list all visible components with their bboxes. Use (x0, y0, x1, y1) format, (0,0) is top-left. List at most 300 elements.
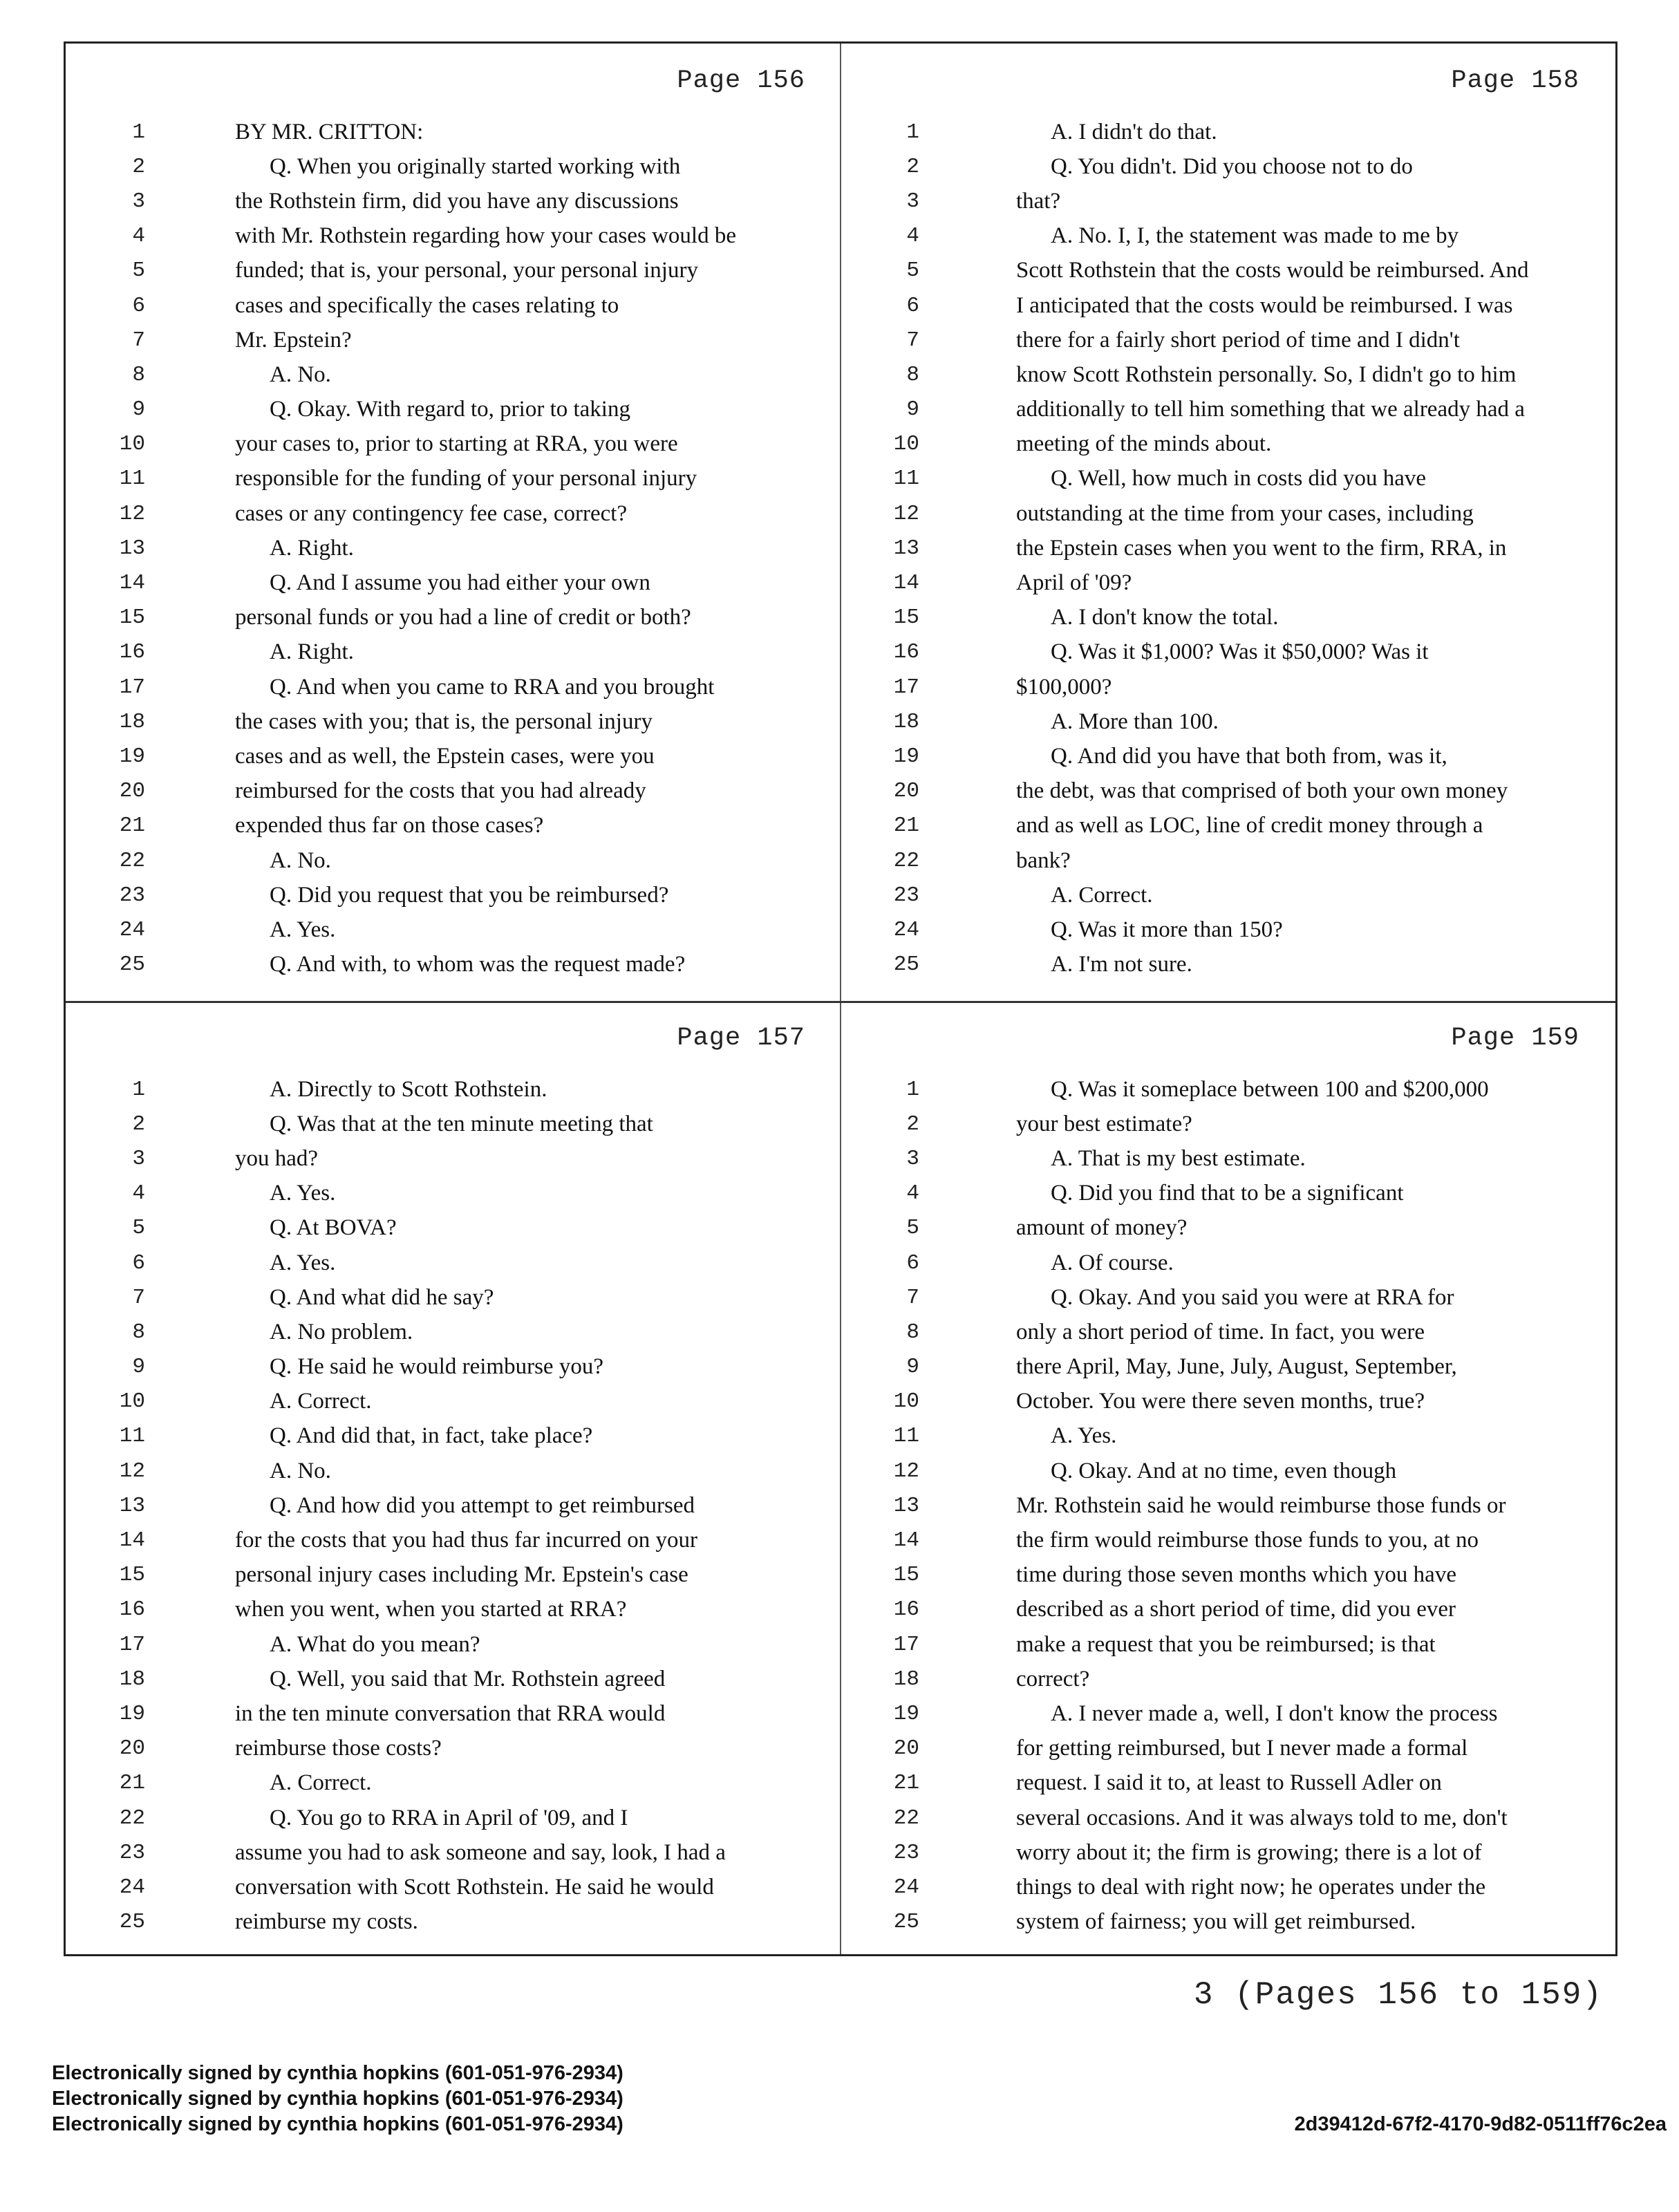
line-number: 21 (119, 1771, 145, 1796)
line-number: 11 (893, 467, 919, 491)
transcript-line (854, 219, 1600, 254)
transcript-line (79, 531, 826, 565)
line-number: 2 (906, 154, 919, 179)
line-text: the cases with you; that is, the personal injury (235, 709, 653, 734)
line-number: 24 (893, 917, 919, 942)
transcript-line (79, 1246, 826, 1280)
line-text: Q. Well, how much in costs did you have (1051, 466, 1427, 491)
line-text: when you went, when you started at RRA? (235, 1597, 627, 1622)
transcript-line (854, 948, 1600, 982)
transcript-line (79, 462, 826, 496)
transcript-line (854, 531, 1600, 565)
transcript-line (79, 393, 826, 427)
line-number: 10 (893, 1389, 919, 1414)
line-number: 7 (132, 1285, 145, 1310)
line-number: 6 (132, 293, 145, 318)
line-text: A. No. (270, 847, 331, 873)
transcript-line (854, 1732, 1600, 1766)
line-text: responsible for the funding of your personal injury (235, 466, 697, 491)
line-number: 14 (893, 571, 919, 596)
transcript-line (79, 1905, 826, 1940)
line-number: 3 (132, 189, 145, 214)
line-text: described as a short period of time, did you ever (1016, 1597, 1456, 1622)
line-text: your best estimate? (1016, 1111, 1192, 1136)
line-text: A. No. (270, 362, 331, 387)
line-number: 12 (893, 501, 919, 526)
line-number: 24 (119, 917, 145, 942)
line-text: A. No. (270, 1458, 331, 1483)
transcript-line (79, 357, 826, 392)
row-divider (66, 1001, 1615, 1003)
line-number: 16 (119, 640, 145, 665)
line-number: 15 (893, 1563, 919, 1588)
line-number: 20 (119, 779, 145, 804)
transcript-line (79, 149, 826, 184)
line-number: 4 (906, 1181, 919, 1206)
transcript-line (854, 393, 1600, 427)
line-text: A. That is my best estimate. (1051, 1145, 1306, 1171)
transcript-line (79, 1211, 826, 1246)
transcript-frame (64, 41, 1617, 1956)
line-text: Scott Rothstein that the costs would be reimbursed. And (1016, 258, 1529, 283)
line-text: time during those seven months which you have (1016, 1562, 1456, 1588)
transcript-line (854, 1766, 1600, 1801)
line-number: 24 (119, 1875, 145, 1900)
transcript-line (854, 565, 1600, 600)
line-number: 14 (119, 1528, 145, 1553)
line-number: 14 (119, 571, 145, 596)
line-text: with Mr. Rothstein regarding how your cases would be (235, 223, 736, 249)
transcript-line (854, 878, 1600, 912)
line-text: Q. Was that at the ten minute meeting that (270, 1111, 653, 1136)
transcript-line (854, 1177, 1600, 1211)
transcript-line (79, 1766, 826, 1801)
line-number: 13 (893, 1493, 919, 1518)
line-number: 15 (119, 606, 145, 630)
line-number: 1 (906, 1077, 919, 1102)
line-text: Q. And when you came to RRA and you brought (270, 674, 715, 700)
line-number: 18 (893, 709, 919, 734)
line-number: 8 (906, 1320, 919, 1344)
line-text: reimburse those costs? (235, 1736, 442, 1761)
line-number: 3 (132, 1146, 145, 1171)
line-number: 21 (893, 1771, 919, 1796)
transcript-line (79, 601, 826, 635)
page-number-label: Page 158 (1451, 66, 1579, 95)
line-number: 22 (119, 1806, 145, 1830)
transcript-line (854, 1107, 1600, 1141)
line-number: 6 (906, 1250, 919, 1275)
line-number: 22 (893, 1806, 919, 1830)
line-text: Q. When you originally started working with (270, 153, 681, 179)
line-number: 20 (893, 1736, 919, 1761)
transcript-line (854, 912, 1600, 947)
transcript-line (854, 1072, 1600, 1107)
line-number: 13 (119, 536, 145, 561)
transcript-line (854, 1454, 1600, 1488)
line-number: 19 (893, 744, 919, 769)
transcript-line (79, 635, 826, 670)
transcript-line (854, 1696, 1600, 1731)
transcript-line (854, 1350, 1600, 1385)
transcript-line (79, 323, 826, 357)
line-number: 23 (119, 883, 145, 908)
line-text: make a request that you be reimbursed; is that (1016, 1631, 1436, 1657)
line-number: 22 (119, 848, 145, 873)
transcript-line (79, 774, 826, 809)
transcript-line (79, 1280, 826, 1315)
line-text: Q. And how did you attempt to get reimbursed (270, 1492, 695, 1518)
line-text: funded; that is, your personal, your personal injury (235, 258, 698, 283)
line-text: Q. Was it someplace between 100 and $200,000 (1051, 1076, 1489, 1102)
transcript-lines (854, 1072, 1600, 1940)
page-panel-158 (854, 54, 1600, 1001)
line-text: A. I don't know the total. (1051, 605, 1279, 630)
line-text: Q. You go to RRA in April of '09, and I (270, 1805, 628, 1830)
line-number: 2 (132, 1112, 145, 1136)
transcript-line (854, 288, 1600, 323)
page-number-label: Page 157 (677, 1024, 805, 1053)
line-number: 21 (893, 814, 919, 838)
transcript-line (854, 1246, 1600, 1280)
line-number: 10 (119, 432, 145, 457)
line-number: 25 (893, 953, 919, 977)
transcript-line (79, 1835, 826, 1870)
transcript-line (79, 1350, 826, 1385)
transcript-line (79, 704, 826, 739)
transcript-line (854, 1280, 1600, 1315)
line-number: 13 (119, 1493, 145, 1518)
line-text: the Rothstein firm, did you have any discussions (235, 188, 679, 214)
line-number: 5 (132, 259, 145, 283)
line-number: 17 (893, 675, 919, 700)
transcript-line (79, 565, 826, 600)
line-number: 7 (906, 328, 919, 353)
line-number: 12 (119, 1459, 145, 1483)
transcript-line (79, 427, 826, 462)
line-text: Q. Was it $1,000? Was it $50,000? Was it (1051, 639, 1429, 665)
line-text: A. Correct. (1051, 882, 1153, 908)
line-text: Q. Okay. And you said you were at RRA for (1051, 1284, 1454, 1310)
transcript-line (79, 115, 826, 149)
transcript-lines (854, 115, 1600, 982)
line-text: personal injury cases including Mr. Epstein's case (235, 1562, 688, 1588)
transcript-line (79, 219, 826, 254)
page-range-footer: 3 (Pages 156 to 159) (1193, 1977, 1603, 2013)
line-number: 3 (906, 189, 919, 214)
line-number: 11 (119, 1424, 145, 1449)
transcript-line (79, 1454, 826, 1488)
line-number: 6 (132, 1250, 145, 1275)
transcript-line (854, 809, 1600, 843)
line-number: 5 (906, 259, 919, 283)
line-text: Q. Did you request that you be reimbursed? (270, 882, 669, 908)
transcript-line (79, 1107, 826, 1141)
transcript-line (79, 843, 826, 878)
line-number: 23 (893, 1840, 919, 1865)
transcript-line (79, 1072, 826, 1107)
line-number: 11 (119, 467, 145, 491)
transcript-line (854, 1662, 1600, 1696)
document-hash: 2d39412d-67f2-4170-9d82-0511ff76c2ea (1294, 2113, 1667, 2135)
line-text: know Scott Rothstein personally. So, I didn't go to him (1016, 362, 1517, 387)
line-text: request. I said it to, at least to Russell Adler on (1016, 1770, 1442, 1796)
line-number: 4 (132, 1181, 145, 1206)
line-text: Q. And did that, in fact, take place? (270, 1423, 593, 1449)
line-number: 22 (893, 848, 919, 873)
line-text: there for a fairly short period of time and I didn't (1016, 327, 1460, 353)
line-text: things to deal with right now; he operates under the (1016, 1874, 1486, 1900)
line-number: 4 (132, 224, 145, 249)
line-text: Mr. Rothstein said he would reimburse those funds or (1016, 1492, 1506, 1518)
line-number: 13 (893, 536, 919, 561)
transcript-line (854, 774, 1600, 809)
page-number-label: Page 156 (677, 66, 805, 95)
transcript-line (854, 1315, 1600, 1349)
line-text: the firm would reimburse those funds to you, at no (1016, 1528, 1479, 1553)
line-number: 25 (119, 953, 145, 977)
line-text: reimburse my costs. (235, 1909, 418, 1935)
transcript-line (854, 1419, 1600, 1454)
transcript-line (854, 1801, 1600, 1835)
transcript-line (854, 184, 1600, 218)
transcript-line (854, 1870, 1600, 1904)
line-text: A. Yes. (270, 917, 336, 942)
line-number: 17 (893, 1632, 919, 1657)
line-text: you had? (235, 1145, 319, 1171)
line-number: 7 (132, 328, 145, 353)
line-number: 9 (132, 397, 145, 422)
line-text: Mr. Epstein? (235, 327, 352, 353)
line-number: 5 (906, 1216, 919, 1241)
line-number: 15 (119, 1563, 145, 1588)
transcript-line (79, 1801, 826, 1835)
line-text: A. Right. (270, 535, 354, 561)
line-number: 12 (893, 1459, 919, 1483)
transcript-line (79, 254, 826, 288)
transcript-line (79, 1177, 826, 1211)
line-number: 8 (906, 362, 919, 387)
transcript-line (79, 1315, 826, 1349)
transcript-line (79, 184, 826, 218)
line-text: A. Of course. (1051, 1250, 1174, 1275)
transcript-lines (79, 1072, 826, 1940)
line-number: 8 (132, 362, 145, 387)
line-number: 23 (893, 883, 919, 908)
transcript-line (854, 1488, 1600, 1523)
line-number: 16 (119, 1597, 145, 1622)
line-text: outstanding at the time from your cases, including (1016, 500, 1474, 526)
line-number: 20 (893, 779, 919, 804)
line-number: 25 (893, 1910, 919, 1935)
line-number: 6 (906, 293, 919, 318)
line-text: October. You were there seven months, true? (1016, 1389, 1425, 1414)
line-text: worry about it; the firm is growing; there is a lot of (1016, 1839, 1482, 1865)
line-text: Q. Well, you said that Mr. Rothstein agreed (270, 1666, 666, 1691)
line-number: 1 (906, 120, 919, 144)
line-number: 9 (132, 1355, 145, 1380)
transcript-line (854, 1558, 1600, 1593)
line-text: April of '09? (1016, 570, 1132, 596)
line-text: A. Yes. (1051, 1423, 1117, 1449)
line-text: A. Correct. (270, 1770, 372, 1796)
transcript-line (854, 1835, 1600, 1870)
line-text: Q. Was it more than 150? (1051, 917, 1283, 942)
transcript-line (854, 496, 1600, 531)
line-number: 10 (893, 432, 919, 457)
transcript-line (854, 357, 1600, 392)
line-number: 18 (893, 1667, 919, 1691)
line-number: 16 (893, 1597, 919, 1622)
line-number: 10 (119, 1389, 145, 1414)
line-number: 20 (119, 1736, 145, 1761)
transcript-line (79, 878, 826, 912)
line-number: 1 (132, 120, 145, 144)
line-number: 17 (119, 675, 145, 700)
line-text: A. No. I, I, the statement was made to me by (1051, 223, 1459, 249)
transcript-line (854, 635, 1600, 670)
line-text: only a short period of time. In fact, you were (1016, 1319, 1425, 1344)
transcript-line (854, 601, 1600, 635)
line-number: 4 (906, 224, 919, 249)
transcript-line (79, 739, 826, 774)
line-number: 18 (119, 1667, 145, 1691)
transcript-line (854, 1523, 1600, 1557)
line-text: personal funds or you had a line of credit or both? (235, 605, 691, 630)
transcript-line (854, 254, 1600, 288)
line-text: system of fairness; you will get reimbursed. (1016, 1909, 1416, 1935)
line-text: A. What do you mean? (270, 1631, 480, 1657)
line-number: 5 (132, 1216, 145, 1241)
line-text: for the costs that you had thus far incurred on your (235, 1528, 697, 1553)
transcript-line (854, 704, 1600, 739)
transcript-line (854, 115, 1600, 149)
line-number: 14 (893, 1528, 919, 1553)
transcript-line (854, 1211, 1600, 1246)
transcript-line (854, 1385, 1600, 1419)
transcript-line (79, 1419, 826, 1454)
line-number: 9 (906, 1355, 919, 1380)
line-number: 21 (119, 814, 145, 838)
line-text: $100,000? (1016, 674, 1112, 700)
line-text: expended thus far on those cases? (235, 813, 544, 838)
transcript-line (854, 323, 1600, 357)
page-number-label: Page 159 (1451, 1024, 1579, 1053)
line-text: Q. And with, to whom was the request made? (270, 952, 686, 977)
line-number: 16 (893, 640, 919, 665)
line-number: 2 (132, 154, 145, 179)
line-text: Q. And what did he say? (270, 1284, 494, 1310)
line-text: Q. Did you find that to be a significant (1051, 1181, 1404, 1206)
transcript-line (79, 1385, 826, 1419)
line-text: A. I didn't do that. (1051, 119, 1217, 144)
line-number: 12 (119, 501, 145, 526)
line-number: 23 (119, 1840, 145, 1865)
transcript-line (79, 496, 826, 531)
line-text: Q. And did you have that both from, was it, (1051, 743, 1447, 769)
page-panel-156 (79, 54, 826, 1001)
line-text: amount of money? (1016, 1215, 1188, 1241)
transcript-line (854, 843, 1600, 878)
line-text: Q. Okay. With regard to, prior to taking (270, 397, 630, 422)
transcript-line (79, 1870, 826, 1904)
line-text: the Epstein cases when you went to the firm, RRA, in (1016, 535, 1507, 561)
line-text: A. Right. (270, 639, 354, 665)
page-panel-157 (79, 1011, 826, 1958)
transcript-line (854, 1141, 1600, 1176)
line-text: Q. You didn't. Did you choose not to do (1051, 153, 1413, 179)
line-number: 25 (119, 1910, 145, 1935)
line-text: bank? (1016, 847, 1071, 873)
transcript-line (79, 948, 826, 982)
line-number: 24 (893, 1875, 919, 1900)
line-text: A. Yes. (270, 1181, 336, 1206)
line-number: 9 (906, 397, 919, 422)
transcript-line (79, 809, 826, 843)
transcript-line (79, 1488, 826, 1523)
line-number: 19 (119, 744, 145, 769)
transcript-line (79, 1662, 826, 1696)
line-text: Q. Okay. And at no time, even though (1051, 1458, 1397, 1483)
line-text: reimbursed for the costs that you had already (235, 778, 646, 804)
transcript-line (79, 288, 826, 323)
line-text: A. Yes. (270, 1250, 336, 1275)
line-number: 2 (906, 1112, 919, 1136)
line-number: 15 (893, 606, 919, 630)
line-text: A. More than 100. (1051, 709, 1219, 734)
transcript-line (854, 462, 1600, 496)
line-text: A. No problem. (270, 1319, 413, 1344)
line-text: the debt, was that comprised of both your own money (1016, 778, 1508, 804)
transcript-line (79, 670, 826, 704)
transcript-line (79, 1558, 826, 1593)
line-text: A. Directly to Scott Rothstein. (270, 1076, 547, 1102)
transcript-line (854, 149, 1600, 184)
transcript-line (854, 670, 1600, 704)
transcript-line (79, 1732, 826, 1766)
transcript-line (79, 1523, 826, 1557)
line-text: cases and specifically the cases relating to (235, 292, 619, 318)
transcript-line (79, 912, 826, 947)
signature-line: Electronically signed by cynthia hopkins (601-051-976-2934) (52, 2088, 623, 2110)
line-text: there April, May, June, July, August, September, (1016, 1354, 1457, 1380)
line-text: conversation with Scott Rothstein. He said he would (235, 1874, 714, 1900)
page-panel-159 (854, 1011, 1600, 1958)
line-text: A. I never made a, well, I don't know the process (1051, 1700, 1498, 1726)
transcript-line (79, 1593, 826, 1627)
transcript-line (854, 1593, 1600, 1627)
line-text: BY MR. CRITTON: (235, 119, 424, 144)
transcript-line (854, 1905, 1600, 1940)
signature-line: Electronically signed by cynthia hopkins (601-051-976-2934) (52, 2113, 623, 2135)
line-number: 17 (119, 1632, 145, 1657)
transcript-line (854, 1627, 1600, 1662)
signature-line: Electronically signed by cynthia hopkins (601-051-976-2934) (52, 2062, 623, 2084)
line-text: I anticipated that the costs would be reimbursed. I was (1016, 292, 1513, 318)
line-text: A. I'm not sure. (1051, 952, 1192, 977)
transcript-line (854, 427, 1600, 462)
line-text: additionally to tell him something that we already had a (1016, 397, 1525, 422)
line-number: 1 (132, 1077, 145, 1102)
line-number: 19 (119, 1701, 145, 1726)
line-text: in the ten minute conversation that RRA would (235, 1700, 666, 1726)
line-number: 8 (132, 1320, 145, 1344)
line-text: meeting of the minds about. (1016, 431, 1272, 457)
line-number: 7 (906, 1285, 919, 1310)
line-text: for getting reimbursed, but I never made a formal (1016, 1736, 1468, 1761)
line-text: cases and as well, the Epstein cases, were you (235, 743, 655, 769)
line-text: Q. He said he would reimburse you? (270, 1354, 603, 1380)
